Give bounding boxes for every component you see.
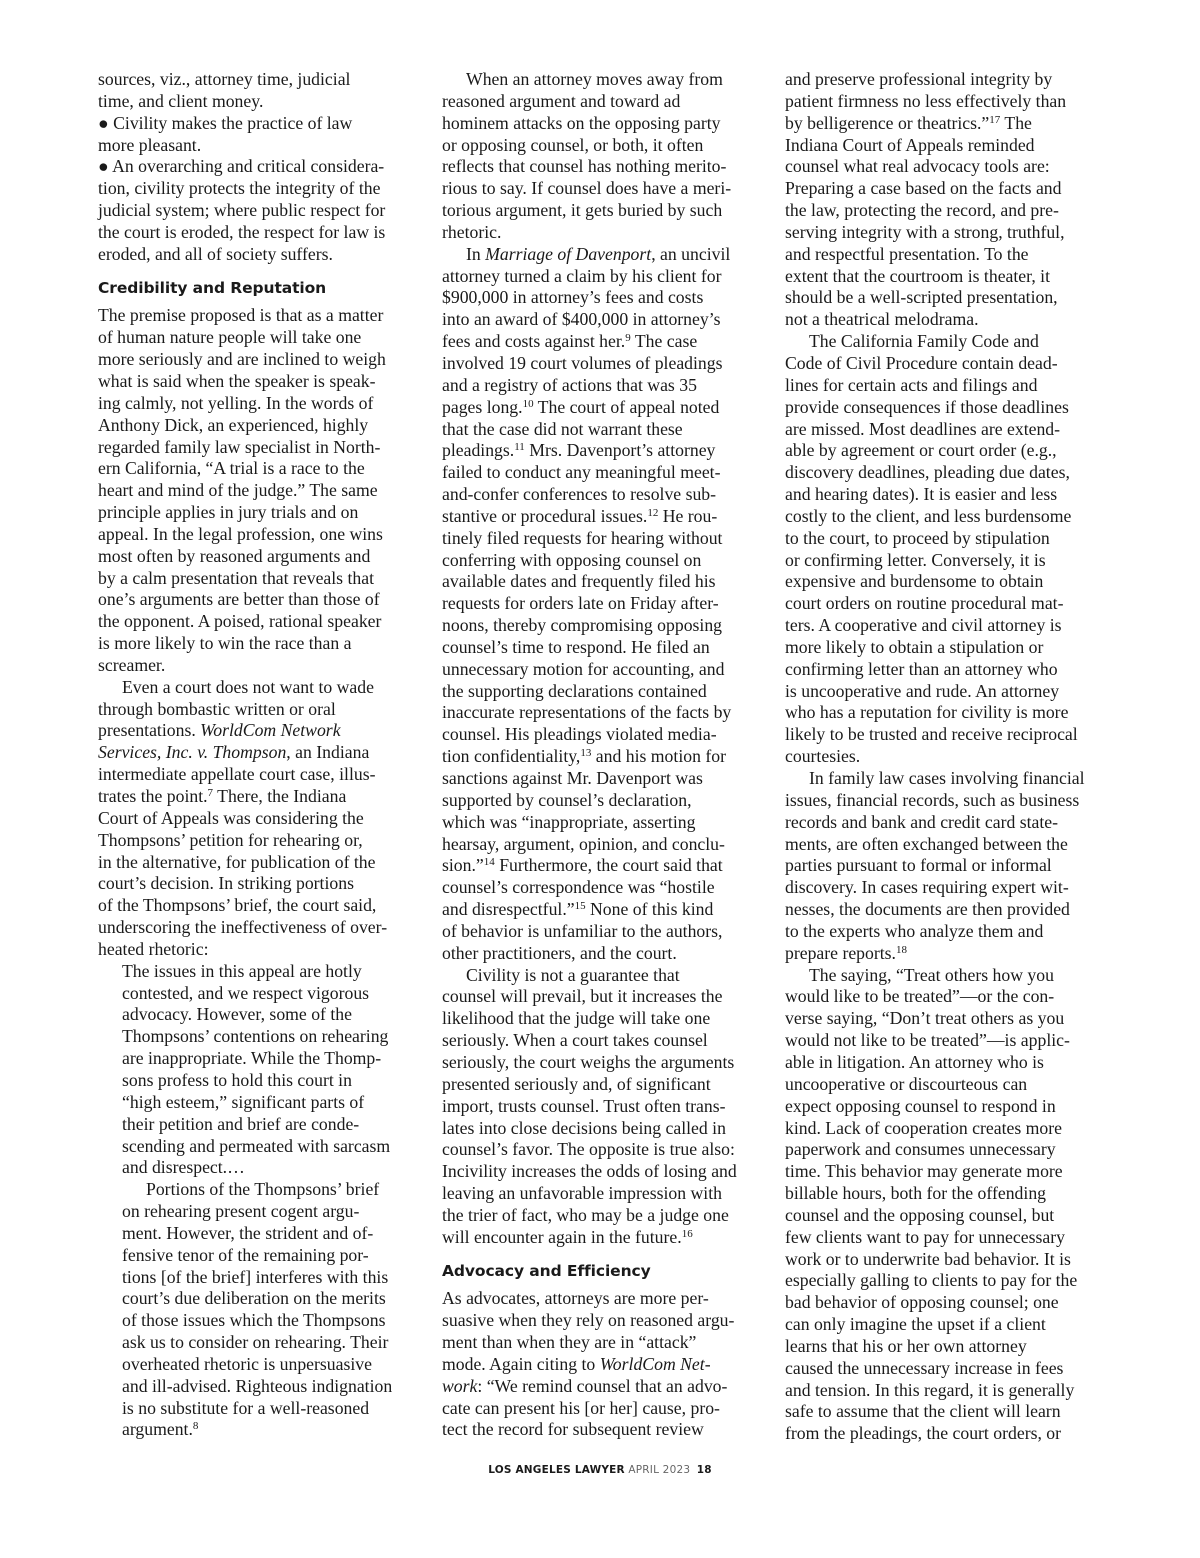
text-line: provide consequences if those deadlines: [785, 396, 1069, 417]
footnote-ref: 10: [522, 397, 534, 410]
text-line: discovery. In cases requiring expert wit-: [785, 877, 1069, 898]
quote-line: advocacy. However, some of the: [122, 1004, 352, 1025]
text-line: cate can present his [or her] cause, pro-: [442, 1397, 720, 1418]
text-line: counsel’s favor. The opposite is true also:: [442, 1139, 735, 1160]
text-line: the supporting declarations contained: [442, 680, 707, 701]
text-line: Court of Appeals was considering the: [98, 807, 364, 828]
text-line: screamer.: [98, 654, 166, 675]
text-line: time, and client money.: [98, 90, 264, 111]
text-line: are missed. Most deadlines are extend-: [785, 418, 1061, 439]
text-line: heart and mind of the judge.” The same: [98, 480, 378, 501]
text-line: more likely to obtain a stipulation or: [785, 636, 1044, 657]
text-line: sources, viz., attorney time, judicial: [98, 69, 351, 89]
text-line: confirming letter than an attorney who: [785, 658, 1058, 679]
quote-line: overheated rhetoric is unpersuasive: [122, 1353, 372, 1374]
quote-line: tions [of the brief] interferes with this: [122, 1266, 389, 1287]
text-line: ● An overarching and critical considera-: [98, 156, 385, 177]
text-line: paperwork and consumes unnecessary: [785, 1139, 1056, 1160]
text-line: records and bank and credit card state-: [785, 811, 1059, 832]
text-line: from the pleadings, the court orders, or: [785, 1423, 1062, 1444]
footnote-ref: 14: [483, 856, 495, 869]
quote-line: their petition and brief are conde-: [122, 1113, 360, 1134]
text-line: regarded family law specialist in North-: [98, 436, 381, 457]
text-line: requests for orders late on Friday after-: [442, 593, 719, 614]
text-line: most often by reasoned arguments and: [98, 545, 371, 566]
text-line: heated rhetoric:: [98, 938, 209, 959]
text-line: hearsay, argument, opinion, and conclu-: [442, 833, 725, 854]
text-line: work: “We remind counsel that an advo-: [442, 1375, 728, 1396]
text-line: pages long.$^{10}$ The court of appeal noted: [442, 396, 720, 417]
text-line: presentations. WorldCom Network: [98, 720, 341, 741]
text-line: would not like to be treated”—is applic-: [785, 1030, 1070, 1051]
quote-line: ask us to consider on rehearing. Their: [122, 1332, 389, 1353]
text-line: costly to the client, and less burdensome: [785, 505, 1072, 526]
text-line: court orders on routine procedural mat-: [785, 593, 1064, 614]
quote-line: of those issues which the Thompsons: [122, 1310, 386, 1331]
text-line: nesses, the documents are then provided: [785, 899, 1070, 920]
text-line: $900,000 in attorney’s fees and costs: [442, 287, 704, 308]
text-line: likelihood that the judge will take one: [442, 1008, 711, 1029]
text-line: torious argument, it gets buried by such: [442, 200, 723, 221]
text-line: ern California, “A trial is a race to the: [98, 458, 365, 479]
text-line: The premise proposed is that as a matter: [98, 305, 384, 326]
text-line: intermediate appellate court case, illus-: [98, 764, 376, 785]
text-line: especially galling to clients to pay for the: [785, 1270, 1078, 1291]
text-line: the law, protecting the record, and pre-: [785, 200, 1059, 221]
text-line: ing calmly, not yelling. In the words of: [98, 392, 374, 413]
text-line: leaving an unfavorable impression with: [442, 1183, 722, 1204]
quote-line: The issues in this appeal are hotly: [122, 960, 362, 981]
text-line: parties pursuant to formal or informal: [785, 855, 1052, 876]
quote-line: argument.$^8$: [122, 1419, 199, 1440]
footnote-ref: 9: [625, 332, 631, 345]
text-line: likely to be trusted and receive reciprocal: [785, 724, 1078, 745]
text-line: tion, civility protects the integrity of the: [98, 178, 381, 199]
quote-line: on rehearing present cogent argu-: [122, 1201, 360, 1222]
text-line: that the case did not warrant these: [442, 418, 683, 439]
text-line: of the Thompsons’ brief, the court said,: [98, 895, 377, 916]
text-line: Thompsons’ petition for rehearing or,: [98, 829, 363, 850]
text-line: counsel and the opposing counsel, but: [785, 1204, 1055, 1225]
text-line: suasive when they rely on reasoned argu-: [442, 1310, 735, 1331]
text-line: counsel’s time to respond. He filed an: [442, 636, 710, 657]
text-line: prepare reports.$^{18}$: [785, 942, 907, 963]
text-line: pleadings.$^{11}$ Mrs. Davenport’s attorney: [442, 440, 716, 461]
text-line: counsel will prevail, but it increases the: [442, 986, 723, 1007]
text-line: rhetoric.: [442, 221, 502, 242]
page-footer: [0, 1464, 1200, 1476]
text-line: expensive and burdensome to obtain: [785, 571, 1044, 592]
column-1: [98, 69, 418, 1441]
text-line: sion.”$^{14}$ Furthermore, the court said that: [442, 855, 723, 876]
footnote-ref: 15: [574, 900, 586, 913]
text-line: ment than when they are in “attack”: [442, 1332, 697, 1353]
text-line: caused the unnecessary increase in fees: [785, 1357, 1064, 1378]
text-line: patient firmness no less effectively than: [785, 90, 1067, 111]
text-line: Code of Civil Procedure contain dead-: [785, 352, 1058, 373]
text-line: to the court, to proceed by stipulation: [785, 527, 1050, 548]
text-line: one’s arguments are better than those of: [98, 589, 380, 610]
text-line: noons, thereby compromising opposing: [442, 615, 723, 636]
page-number: 18: [696, 1464, 712, 1476]
text-line: rious to say. If counsel does have a meri-: [442, 178, 732, 199]
quote-line: and disrespect.…: [122, 1157, 245, 1178]
text-line: expect opposing counsel to respond in: [785, 1095, 1056, 1116]
text-line: of human nature people will take one: [98, 327, 362, 348]
text-line: and tension. In this regard, it is generally: [785, 1379, 1075, 1400]
text-line: sanctions against Mr. Davenport was: [442, 768, 703, 788]
text-line: As advocates, attorneys are more per-: [442, 1288, 709, 1309]
text-line: Indiana Court of Appeals reminded: [785, 134, 1035, 155]
footnote-ref: 11: [514, 441, 525, 454]
footer-date: APRIL 2023: [628, 1464, 691, 1476]
text-line: safe to assume that the client will learn: [785, 1401, 1061, 1422]
text-line: and hearing dates). It is easier and less: [785, 484, 1058, 505]
text-line: seriously, the court weighs the arguments: [442, 1051, 735, 1072]
text-line: counsel’s correspondence was “hostile: [442, 877, 715, 898]
text-line: presented seriously and, of significant: [442, 1073, 711, 1094]
text-line: kind. Lack of cooperation creates more: [785, 1117, 1062, 1138]
text-line: ● Civility makes the practice of law: [98, 112, 353, 133]
text-line: or opposing counsel, or both, it often: [442, 134, 704, 155]
text-line: supported by counsel’s declaration,: [442, 789, 692, 810]
quote-line: and ill-advised. Righteous indignation: [122, 1375, 393, 1396]
footnote-ref: 13: [580, 747, 592, 760]
text-line: Services, Inc. v. Thompson, an Indiana: [98, 742, 370, 763]
text-line: courtesies.: [785, 746, 861, 767]
text-line: stantive or procedural issues.$^{12}$ He rou-: [442, 505, 718, 526]
text-line: and respectful presentation. To the: [785, 243, 1029, 264]
text-line: lates into close decisions being called in: [442, 1117, 726, 1138]
text-line: extent that the courtroom is theater, it: [785, 265, 1051, 286]
text-line: and disrespectful.”$^{15}$ None of this kind: [442, 899, 714, 920]
quote-line: scending and permeated with sarcasm: [122, 1135, 391, 1156]
column-2: [442, 69, 762, 1441]
text-line: into an award of $400,000 in attorney’s: [442, 309, 721, 330]
text-line: import, trusts counsel. Trust often trans-: [442, 1095, 726, 1116]
text-line: attorney turned a claim by his client for: [442, 265, 722, 286]
text-line: by belligerence or theatrics.”$^{17}$ The: [785, 112, 1032, 133]
quote-line: contested, and we respect vigorous: [122, 982, 370, 1003]
footnote-ref: 12: [647, 506, 659, 519]
text-line: in the alternative, for publication of the: [98, 851, 376, 872]
text-line: verse saying, “Don’t treat others as you: [785, 1008, 1065, 1029]
text-line: judicial system; where public respect for: [98, 200, 386, 221]
text-line: counsel what real advocacy tools are:: [785, 156, 1050, 177]
section-heading: Credibility and Reputation: [98, 278, 327, 297]
text-line: involved 19 court volumes of pleadings: [442, 352, 723, 373]
text-line: seriously. When a court takes counsel: [442, 1030, 708, 1051]
text-line: underscoring the ineffectiveness of over-: [98, 917, 388, 938]
footer-publication: LOS ANGELES LAWYER: [488, 1464, 625, 1476]
text-line: tinely filed requests for hearing without: [442, 527, 723, 548]
footnote-ref: 16: [681, 1227, 693, 1240]
quote-line: sons profess to hold this court in: [122, 1069, 352, 1090]
text-line: The saying, “Treat others how you: [809, 964, 1054, 985]
text-line: would like to be treated”—or the con-: [785, 986, 1055, 1007]
quote-line: is no substitute for a well-reasoned: [122, 1397, 370, 1418]
text-line: will encounter again in the future.$^{16}$: [442, 1226, 693, 1247]
text-line: eroded, and all of society suffers.: [98, 243, 333, 264]
text-line: learns that his or her own attorney: [785, 1335, 1027, 1356]
text-line: counsel. His pleadings violated media-: [442, 724, 717, 745]
text-line: the opponent. A poised, rational speaker: [98, 611, 382, 632]
text-line: principle applies in jury trials and on: [98, 502, 359, 523]
text-line: In family law cases involving financial: [809, 768, 1085, 788]
text-line: ments, are often exchanged between the: [785, 833, 1068, 854]
text-line: failed to conduct any meaningful meet-: [442, 462, 721, 483]
text-line: the trier of fact, who may be a judge one: [442, 1204, 729, 1225]
text-line: unnecessary motion for accounting, and: [442, 658, 725, 679]
text-line: discovery deadlines, pleading due dates,: [785, 462, 1070, 483]
text-line: The California Family Code and: [809, 331, 1039, 352]
text-line: lines for certain acts and filings and: [785, 374, 1038, 395]
text-line: hominem attacks on the opposing party: [442, 112, 721, 133]
text-line: available dates and frequently filed his: [442, 571, 716, 592]
text-line: trates the point.$^7$ There, the Indiana: [98, 786, 347, 806]
text-line: is more likely to win the race than a: [98, 633, 352, 654]
text-line: serving integrity with a strong, truthful,: [785, 221, 1065, 242]
text-line: is uncooperative and rude. An attorney: [785, 680, 1060, 701]
spacer: [442, 1249, 762, 1261]
section-heading: Advocacy and Efficiency: [442, 1261, 651, 1280]
footnote-ref: 7: [207, 787, 214, 799]
quote-line: are inappropriate. While the Thomp-: [122, 1048, 382, 1069]
text-line: not a theatrical melodrama.: [785, 309, 979, 330]
text-line: court’s decision. In striking portions: [98, 873, 354, 894]
text-line: time. This behavior may generate more: [785, 1161, 1063, 1182]
text-line: more pleasant.: [98, 134, 202, 155]
text-line: who has a reputation for civility is more: [785, 702, 1069, 723]
spacer: [98, 266, 418, 278]
quote-line: Thompsons’ contentions on rehearing: [122, 1026, 389, 1047]
quote-line: court’s due deliberation on the merits: [122, 1288, 386, 1309]
text-line: more seriously and are inclined to weigh: [98, 349, 386, 370]
text-line: through bombastic written or oral: [98, 698, 336, 719]
text-line: or confirming letter. Conversely, it is: [785, 549, 1046, 570]
footnote-ref: 8: [192, 1420, 199, 1433]
text-line: able by agreement or court order (e.g.,: [785, 440, 1057, 461]
text-line: uncooperative or discourteous can: [785, 1073, 1028, 1094]
text-line: what is said when the speaker is speak-: [98, 370, 376, 391]
text-line: tion confidentiality,$^{13}$ and his motion for: [442, 746, 726, 767]
text-line: ters. A cooperative and civil attorney is: [785, 615, 1062, 636]
text-line: other practitioners, and the court.: [442, 942, 677, 963]
text-line: inaccurate representations of the facts by: [442, 702, 732, 723]
text-line: reasoned argument and toward ad: [442, 90, 681, 111]
column-3: [785, 69, 1107, 1445]
text-line: issues, financial records, such as business: [785, 789, 1080, 810]
text-line: work or to underwrite bad behavior. It is: [785, 1248, 1071, 1269]
text-line: In Marriage of Davenport, an uncivil: [466, 243, 731, 264]
text-line: bad behavior of opposing counsel; one: [785, 1292, 1059, 1313]
text-line: Civility is not a guarantee that: [466, 964, 680, 985]
text-line: tect the record for subsequent review: [442, 1419, 704, 1440]
text-line: conferring with opposing counsel on: [442, 549, 702, 570]
quote-line: “high esteem,” significant parts of: [122, 1091, 365, 1112]
text-line: which was “inappropriate, asserting: [442, 811, 696, 832]
text-line: the court is eroded, the respect for law is: [98, 221, 386, 242]
text-line: of behavior is unfamiliar to the authors,: [442, 920, 723, 941]
text-line: Even a court does not want to wade: [122, 676, 374, 697]
text-line: to the experts who analyze them and: [785, 920, 1044, 941]
text-line: and a registry of actions that was 35: [442, 374, 697, 395]
footnote-ref: 17: [989, 113, 1001, 126]
text-line: Preparing a case based on the facts and: [785, 178, 1062, 199]
text-line: can only imagine the upset if a client: [785, 1314, 1046, 1335]
quote-line: ment. However, the strident and of-: [122, 1222, 374, 1243]
text-line: and-confer conferences to resolve sub-: [442, 484, 717, 505]
text-line: mode. Again citing to WorldCom Net-: [442, 1353, 711, 1374]
text-line: fees and costs against her.$^9$ The case: [442, 331, 698, 352]
text-line: Anthony Dick, an experienced, highly: [98, 414, 369, 435]
text-line: by a calm presentation that reveals that: [98, 567, 375, 588]
footnote-ref: 18: [895, 943, 907, 956]
text-line: able in litigation. An attorney who is: [785, 1051, 1044, 1072]
text-line: and preserve professional integrity by: [785, 69, 1053, 89]
text-line: billable hours, both for the offending: [785, 1183, 1047, 1204]
text-line: Incivility increases the odds of losing and: [442, 1161, 737, 1182]
text-line: appeal. In the legal profession, one wins: [98, 523, 383, 544]
quote-line: fensive tenor of the remaining por-: [122, 1244, 369, 1265]
quote-line: Portions of the Thompsons’ brief: [146, 1179, 380, 1200]
text-line: reflects that counsel has nothing merito-: [442, 156, 727, 177]
text-line: few clients want to pay for unnecessary: [785, 1226, 1065, 1247]
text-line: When an attorney moves away from: [466, 69, 723, 89]
text-line: should be a well-scripted presentation,: [785, 287, 1058, 308]
